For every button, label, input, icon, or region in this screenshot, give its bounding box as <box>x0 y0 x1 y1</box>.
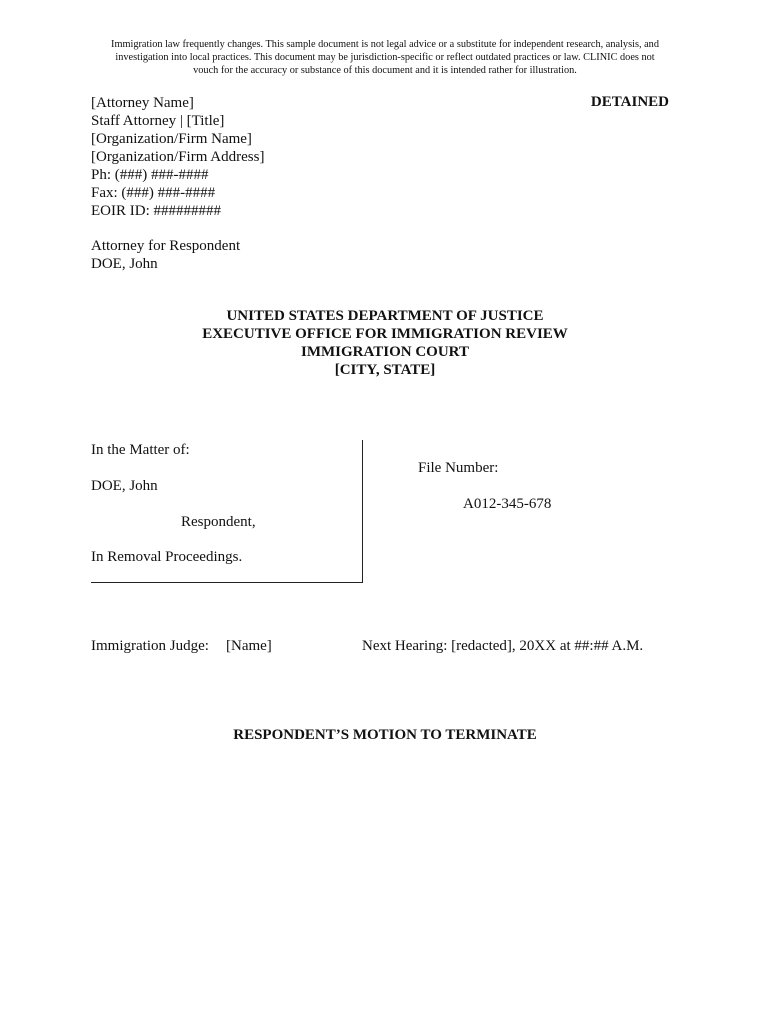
disclaimer-line: vouch for the accuracy or substance of this document and it is intended rather for illustration. <box>193 65 577 76</box>
attorney-eoir-id: EOIR ID: ######### <box>91 203 221 219</box>
detention-status: DETAINED <box>590 94 669 110</box>
next-hearing: Next Hearing: [redacted], 20XX at ##:## A.M. <box>362 638 644 654</box>
attorney-organization: [Organization/Firm Name] <box>91 131 252 147</box>
file-number-label: File Number: <box>418 460 499 476</box>
judge-label: Immigration Judge: <box>91 638 209 654</box>
attorney-info-block <box>91 94 264 220</box>
court-department: UNITED STATES DEPARTMENT OF JUSTICE <box>226 308 544 324</box>
judge-name: [Name] <box>226 638 272 654</box>
attorney-phone: Ph: (###) ###-#### <box>91 167 209 183</box>
court-location: [CITY, STATE] <box>334 362 436 378</box>
representation-block <box>91 237 240 273</box>
attorney-address: [Organization/Firm Address] <box>91 149 265 165</box>
representation-role: Attorney for Respondent <box>91 238 241 254</box>
file-number: A012-345-678 <box>463 496 552 512</box>
court-heading <box>0 307 770 379</box>
disclaimer-line: Immigration law frequently changes. This sample document is not legal advice or a substitute for independent research, analysis, and <box>111 39 659 50</box>
proceedings-label: In Removal Proceedings. <box>91 549 243 565</box>
disclaimer-notice <box>90 38 680 77</box>
respondent-label: Respondent, <box>181 514 256 530</box>
court-name: IMMIGRATION COURT <box>301 344 469 360</box>
attorney-fax: Fax: (###) ###-#### <box>91 185 216 201</box>
respondent-name: DOE, John <box>91 478 158 494</box>
motion-title: RESPONDENT’S MOTION TO TERMINATE <box>233 727 537 743</box>
client-name: DOE, John <box>91 256 158 272</box>
disclaimer-line: investigation into local practices. This document may be jurisdiction-specific or reflect outdated practices or law. CLINIC does not <box>115 52 655 63</box>
in-matter-of-label: In the Matter of: <box>91 442 190 458</box>
court-office: EXECUTIVE OFFICE FOR IMMIGRATION REVIEW <box>202 326 568 342</box>
attorney-title: Staff Attorney | [Title] <box>91 113 225 129</box>
attorney-name: [Attorney Name] <box>91 95 194 111</box>
case-caption-box <box>91 440 363 583</box>
